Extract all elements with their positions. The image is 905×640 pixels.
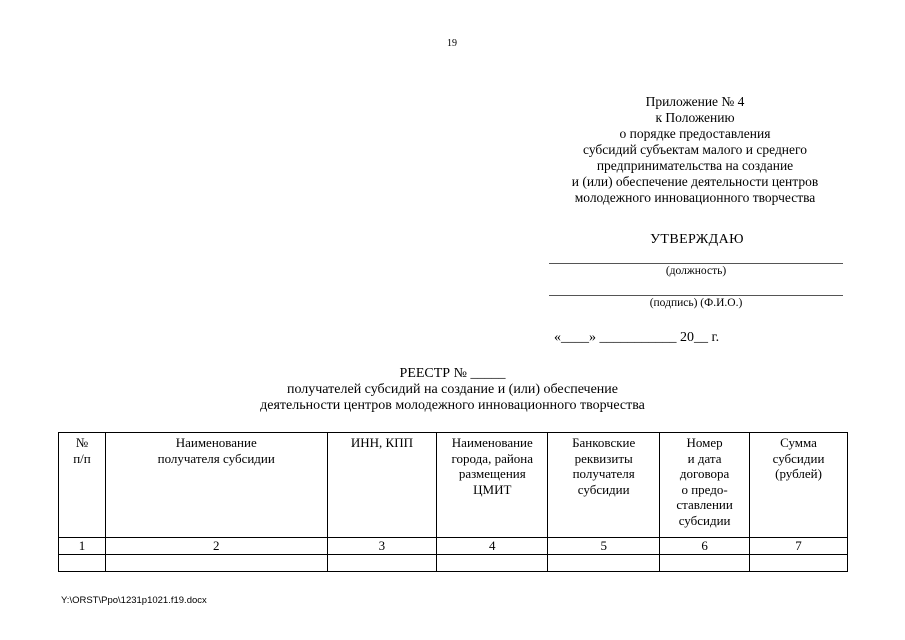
signature-line — [549, 295, 843, 296]
header-cell: Сумма субсидии (рублей) — [750, 433, 848, 538]
registry-subtitle: получателей субсидий на создание и (или) обеспечение — [286, 382, 619, 397]
column-number: 3 — [327, 538, 437, 555]
column-number: 7 — [750, 538, 848, 555]
appendix-line: к Положению — [655, 110, 735, 125]
appendix-line: предпринимательства на создание — [596, 158, 794, 173]
footer-file-path: Y:\ORST\Ppo\1231p1021.f19.docx — [61, 595, 207, 606]
table-cell — [105, 555, 327, 572]
table-cell — [750, 555, 848, 572]
position-line — [549, 263, 843, 264]
column-number: 4 — [437, 538, 548, 555]
table-header-row — [59, 433, 848, 538]
approve-title: УТВЕРЖДАЮ — [650, 232, 744, 247]
column-number: 2 — [105, 538, 327, 555]
column-number: 6 — [660, 538, 750, 555]
header-cell: ИНН, КПП — [327, 433, 437, 538]
header-cell: Наименование города, района размещения ЦМИТ — [437, 433, 548, 538]
position-caption: (должность) — [665, 265, 727, 277]
header-cell: № п/п — [59, 433, 106, 538]
page-number: 19 — [447, 38, 457, 49]
table-row — [59, 555, 848, 572]
appendix-line: субсидий субъектам малого и среднего — [583, 142, 807, 157]
column-number: 1 — [59, 538, 106, 555]
header-cell: Банковские реквизиты получателя субсидии — [548, 433, 660, 538]
approval-date: «____» ___________ 20__ г. — [554, 330, 720, 345]
table-cell — [59, 555, 106, 572]
appendix-line: и (или) обеспечение деятельности центров — [571, 174, 819, 189]
appendix-line: Приложение № 4 — [645, 94, 745, 109]
table-cell — [437, 555, 548, 572]
table-cell — [327, 555, 437, 572]
appendix-line: о порядке предоставления — [619, 126, 771, 141]
registry-table — [58, 432, 848, 572]
table-cell — [660, 555, 750, 572]
registry-heading — [150, 366, 755, 414]
appendix-block — [540, 94, 850, 206]
column-number-row — [59, 538, 848, 555]
header-cell: Наименование получателя субсидии — [105, 433, 327, 538]
column-number: 5 — [548, 538, 660, 555]
registry-title: РЕЕСТР № _____ — [399, 366, 506, 381]
table-cell — [548, 555, 660, 572]
registry-subtitle: деятельности центров молодежного инновационного творчества — [260, 398, 645, 413]
signature-caption: (подпись) (Ф.И.О.) — [649, 297, 743, 309]
header-cell: Номер и дата договора о предо- ставлении субсидии — [660, 433, 750, 538]
appendix-line: молодежного инновационного творчества — [574, 190, 816, 205]
